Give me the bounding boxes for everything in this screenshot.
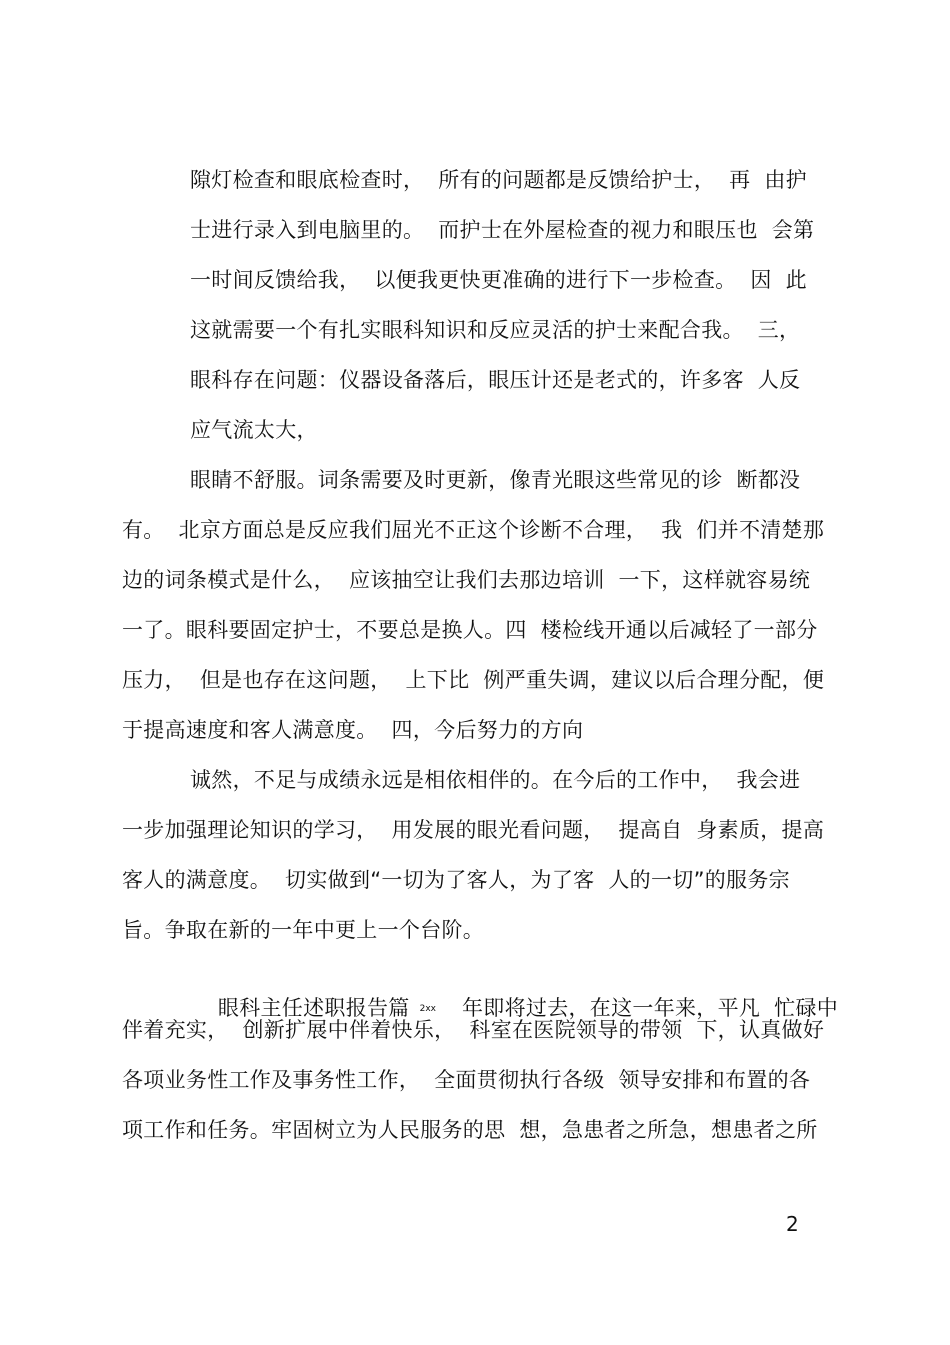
report-title-text: 眼科主任述职报告篇 <box>217 996 410 1020</box>
text-line-18: 伴着充实， 创新扩展中伴着快乐， 科室在医院领导的带领 下，认真做好 <box>122 1018 825 1042</box>
text-line-14: 一步加强理论知识的学习， 用发展的眼光看问题， 提高自 身素质，提高 <box>122 818 825 842</box>
text-line-10: 一了。眼科要固定护士，不要总是换人。四 楼检线开通以后减轻了一部分 <box>122 618 818 642</box>
text-line-3: 一时间反馈给我， 以便我更快更准确的进行下一步检查。 因 此 <box>190 268 807 292</box>
text-line-12: 于提高速度和客人满意度。 四，今后努力的方向 <box>122 718 584 742</box>
text-line-15: 客人的满意度。 切实做到“一切为了客人，为了客 人的一切”的服务宗 <box>122 868 790 892</box>
text-line-6: 应气流太大， <box>190 418 318 442</box>
text-line-16: 旨。争取在新的一年中更上一个台阶。 <box>122 918 485 942</box>
text-line-7: 眼睛不舒服。词条需要及时更新，像青光眼这些常见的诊 断都没 <box>190 468 801 492</box>
text-line-9: 边的词条模式是什么， 应该抽空让我们去那边培训 一下，这样就容易统 <box>122 568 811 592</box>
text-line-19: 各项业务性工作及事务性工作， 全面贯彻执行各级 领导安排和布置的各 <box>122 1068 811 1092</box>
text-line-1: 隙灯检查和眼底检查时， 所有的问题都是反馈给护士， 再 由护 <box>190 168 807 192</box>
text-line-4: 这就需要一个有扎实眼科知识和反应灵活的护士来配合我。 三， <box>190 318 801 342</box>
text-line-20: 项工作和任务。牢固树立为人民服务的思 想，急患者之所急，想患者之所 <box>122 1118 818 1142</box>
text-line-2: 士进行录入到电脑里的。 而护士在外屋检查的视力和眼压也 会第 <box>190 218 815 242</box>
small-mark: 2xx <box>419 1004 436 1014</box>
text-line-8: 有。 北京方面总是反应我们屈光不正这个诊断不合理， 我 们并不清楚那 <box>122 518 825 542</box>
page-number: 2 <box>786 1212 799 1236</box>
text-line-11: 压力， 但是也存在这问题， 上下比 例严重失调，建议以后合理分配，便 <box>122 668 825 692</box>
text-line-13: 诚然，不足与成绩永远是相依相伴的。在今后的工作中， 我会进 <box>190 768 801 792</box>
text-line-5: 眼科存在问题：仪器设备落后，眼压计还是老式的，许多客 人反 <box>190 368 801 392</box>
report-line-continuation: 年即将过去，在这一年来，平凡 忙碌中 <box>462 996 839 1020</box>
